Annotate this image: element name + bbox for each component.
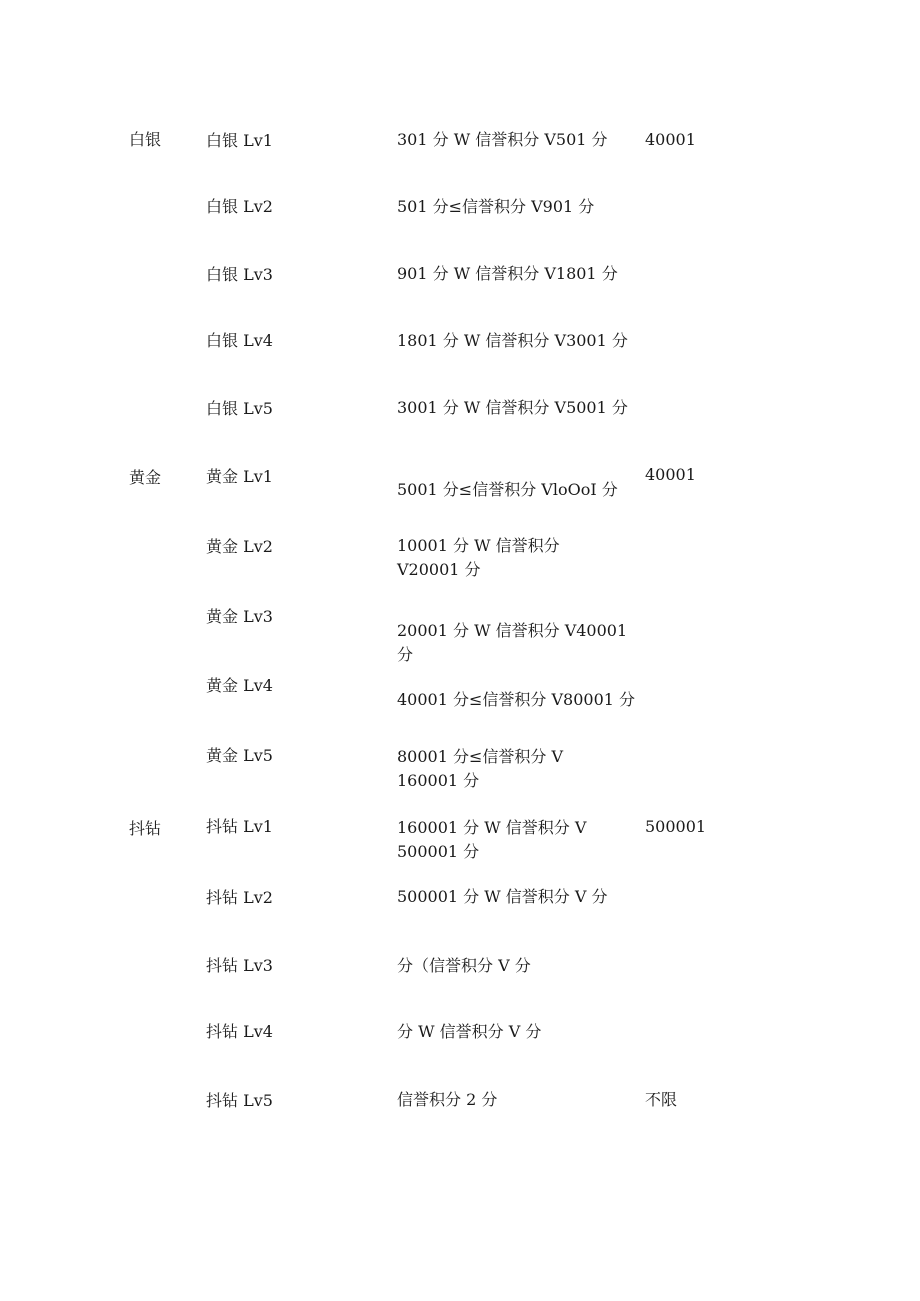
level-label: 白银 Lv2 [206,197,273,216]
score-range: 500001 分 W 信誉积分 V 分 [397,887,608,906]
tier-name: 抖钻 [129,819,162,838]
score-range: 301 分 W 信誉积分 V501 分 [397,130,608,149]
score-range: 40001 分≤信誉积分 V80001 分 [397,690,636,709]
level-label: 白银 Lv3 [206,265,273,284]
score-range: 501 分≤信誉积分 V901 分 [397,197,595,216]
level-label: 黄金 Lv3 [206,607,273,626]
level-label: 抖钻 Lv3 [206,956,273,975]
level-label: 抖钻 Lv1 [206,817,273,836]
level-label: 白银 Lv5 [206,399,273,418]
level-label: 抖钻 Lv4 [206,1022,273,1041]
level-label: 白银 Lv1 [206,131,273,150]
tier-name: 白银 [129,130,162,149]
level-label: 黄金 Lv2 [206,537,273,556]
tier-limit: 40001 [645,130,696,149]
score-range: 分（信誉积分 V 分 [397,956,531,975]
level-label: 抖钻 Lv2 [206,888,273,907]
tier-limit: 500001 [645,817,707,836]
tier-limit-unlimited: 不限 [645,1090,678,1109]
score-range: 3001 分 W 信誉积分 V5001 分 [397,398,628,417]
level-label: 抖钻 Lv5 [206,1091,273,1110]
score-range: 5001 分≤信誉积分 VloOoI 分 [397,480,618,499]
score-range: 信誉积分 2 分 [397,1090,498,1109]
tier-name: 黄金 [129,468,162,487]
level-label: 黄金 Lv5 [206,746,273,765]
score-range: 160001 分 W 信誉积分 V 500001 分 [397,818,587,861]
level-label: 黄金 Lv4 [206,676,273,695]
level-label: 黄金 Lv1 [206,467,273,486]
score-range: 901 分 W 信誉积分 V1801 分 [397,264,618,283]
score-range: 10001 分 W 信誉积分 V20001 分 [397,536,560,579]
tier-limit: 40001 [645,465,696,484]
score-range: 20001 分 W 信誉积分 V40001 分 [397,621,628,664]
level-label: 白银 Lv4 [206,331,273,350]
score-range: 分 W 信誉积分 V 分 [397,1022,542,1041]
score-range: 80001 分≤信誉积分 V 160001 分 [397,747,564,790]
score-range: 1801 分 W 信誉积分 V3001 分 [397,331,628,350]
